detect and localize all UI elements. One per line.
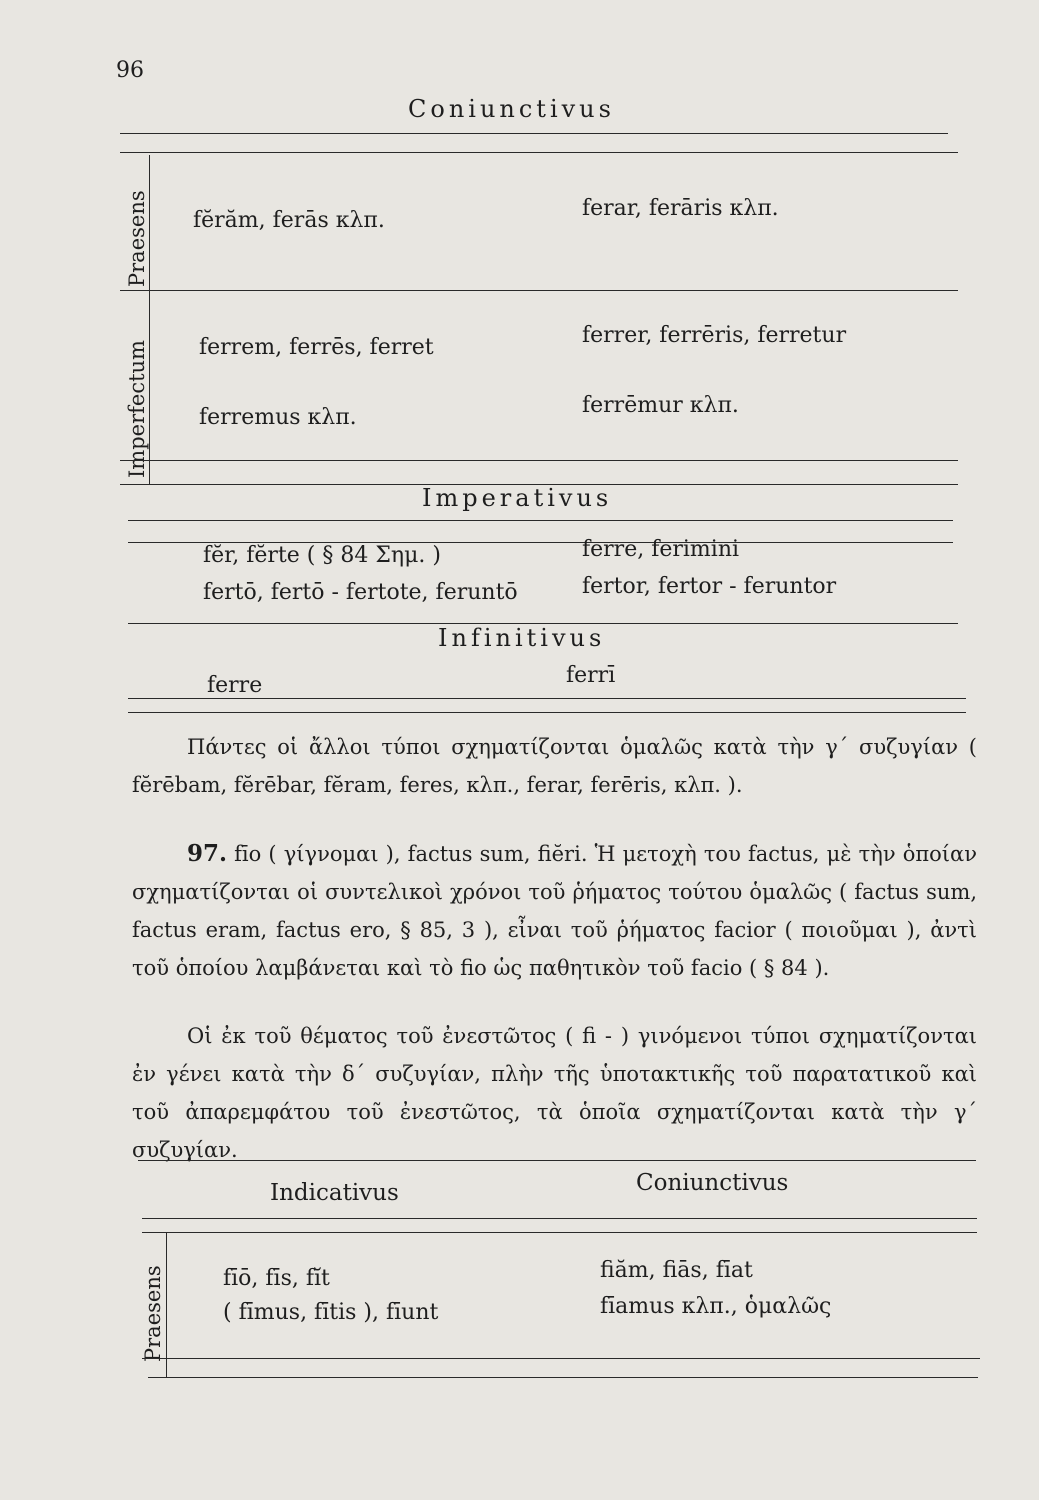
table-left-border xyxy=(149,155,150,485)
divider xyxy=(120,133,948,134)
praesens-label: Praesens xyxy=(125,190,149,287)
divider xyxy=(120,460,958,461)
paragraph-other-forms: Πάντες οἱ ἄλλοι τύποι σχηματίζονται ὁμαλῶς κατὰ τὴν γ΄ συζυγίαν ( fĕrēbam, fĕrēbar, fĕram, feres, κλπ., ferar, ferēris, κλπ. ). xyxy=(132,735,977,797)
divider xyxy=(142,1218,977,1219)
infinitivus-active: ferre xyxy=(207,673,263,698)
divider xyxy=(128,712,966,713)
imperativus-active-1: fĕr, fĕrte ( § 84 Σημ. ) xyxy=(203,543,441,568)
divider xyxy=(120,152,958,153)
imperfectum-passive-1: ferrer, ferrēris, ferretur xyxy=(582,323,847,348)
divider xyxy=(128,520,953,521)
imperativus-passive-1: ferre, ferimini xyxy=(582,537,740,562)
section-97-paragraph-b: Οἱ ἐκ τοῦ θέματος τοῦ ἐνεστῶτος ( fi - ) γινόμενοι τύποι σχηματίζονται ἐν γένει κατὰ τὴν δ΄ συζυγίαν, πλὴν τῆς ὑποτακτικῆς τοῦ παρατατικοῦ καὶ τοῦ ἀπαρεμφάτου τοῦ ἐνεστῶτος, τὰ ὁποῖα σχηματίζονται κατὰ τὴν γ΄ συζυγίαν. xyxy=(132,1024,977,1162)
imperfectum-active-1: ferrem, ferrēs, ferret xyxy=(199,335,434,360)
divider xyxy=(142,1232,977,1233)
imperativus-passive-2: fertor, fertor - feruntor xyxy=(582,574,837,599)
divider xyxy=(128,698,966,699)
section-number: 97. xyxy=(187,840,228,867)
fio-praesens-label: Praesens xyxy=(141,1265,165,1362)
fio-indicativus-1: fīō, fīs, fĭt xyxy=(223,1266,330,1291)
table-left-border xyxy=(166,1232,167,1377)
praesens-active: fĕrăm, ferās κλπ. xyxy=(193,208,385,233)
infinitivus-passive: ferrī xyxy=(566,663,616,688)
section-97-paragraph xyxy=(132,835,977,987)
imperfectum-label: Imperfectum xyxy=(125,340,149,478)
fio-coniunctivus-heading: Coniunctivus xyxy=(636,1170,789,1196)
divider xyxy=(120,290,958,291)
page-number: 96 xyxy=(116,58,144,83)
imperfectum-passive-2: ferrēmur κλπ. xyxy=(582,393,739,418)
fio-indicativus-2: ( fīmus, fītis ), fīunt xyxy=(223,1300,439,1325)
divider xyxy=(142,1358,980,1359)
infinitivus-heading: Infinitivus xyxy=(438,624,606,652)
divider xyxy=(138,1160,976,1161)
imperativus-active-2: fertō, fertō - fertote, feruntō xyxy=(203,580,518,605)
section-97-text: fīo ( γίγνομαι ), factus sum, fiĕri. Ἡ μετοχὴ του factus, μὲ τὴν ὁποίαν σχηματίζονται οἱ συντελικοὶ χρόνοι τοῦ ῥήματος τούτου ὁμαλῶς ( factus sum, factus eram, factus ero, § 85, 3 ), εἶναι τοῦ ῥήματος facior ( ποιοῦμαι ), ἀντὶ τοῦ ὁποίου λαμβάνεται καὶ τὸ fio ὡς παθητικὸν τοῦ facio ( § 84 ). xyxy=(132,842,978,980)
coniunctivus-heading: Coniunctivus xyxy=(408,95,615,123)
fio-coniunctivus-1: fiăm, fiās, fīat xyxy=(600,1258,753,1283)
imperativus-heading: Imperativus xyxy=(422,484,613,512)
indicativus-heading: Indicativus xyxy=(270,1180,399,1206)
fio-coniunctivus-2: fīamus κλπ., ὁμαλῶς xyxy=(600,1294,832,1319)
praesens-passive: ferar, ferāris κλπ. xyxy=(582,196,779,221)
divider xyxy=(148,1377,978,1378)
imperfectum-active-2: ferremus κλπ. xyxy=(199,405,357,430)
